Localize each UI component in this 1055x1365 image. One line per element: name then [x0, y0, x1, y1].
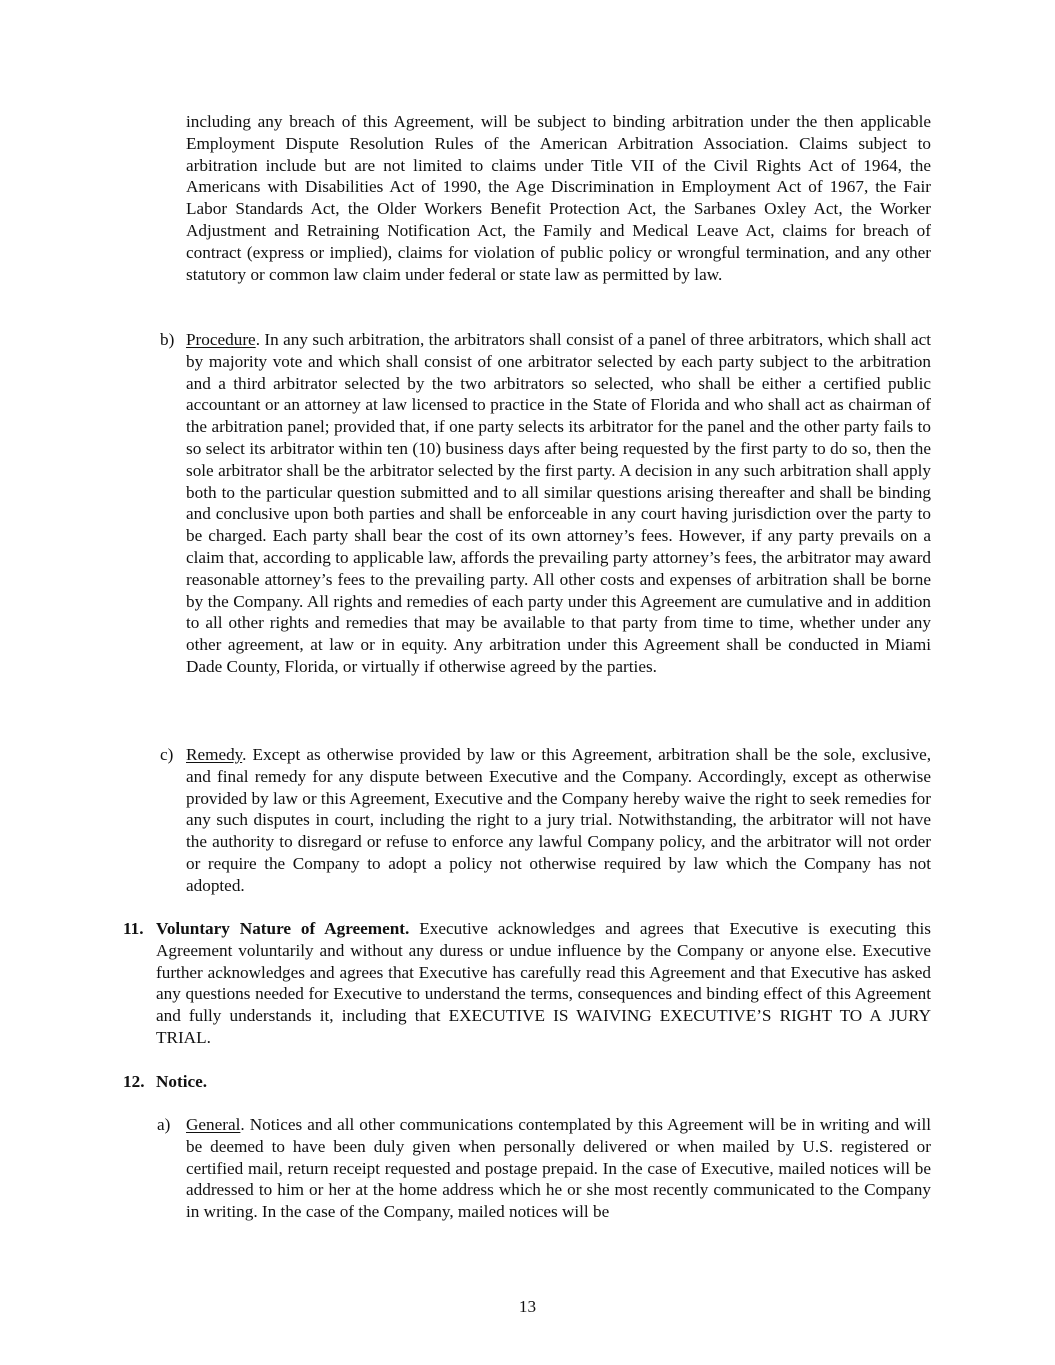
- remedy-paragraph: [186, 744, 931, 897]
- section-11-heading: Voluntary Nature of Agreement.: [156, 919, 410, 938]
- remedy-marker: c): [160, 745, 174, 764]
- section-12-heading: Notice.: [156, 1072, 208, 1091]
- general-paragraph: [186, 1114, 931, 1223]
- section-11-paragraph: [156, 918, 931, 1049]
- arbitration-scope-text: including any breach of this Agreement, will be subject to binding arbitration under the then applicable Employment Dispute Resolution Rules of the American Arbitration Association. Claims subject to arbitration include but are not limited to claims under Title VII of the Civil Rights Act of 1964, the Americans with Disabilities Act of 1990, the Age Discrimination in Employment Act of 1967, the Fair Labor Standards Act, the Older Workers Benefit Protection Act, the Sarbanes Oxley Act, the Worker Adjustment and Retraining Notification Act, the Family and Medical Leave Act, claims for breach of contract (express or implied), claims for violation of public policy or wrongful termination, and any other statutory or common law claim under federal or state law as permitted by law.: [186, 112, 931, 284]
- procedure-heading: Procedure: [186, 330, 256, 349]
- procedure-paragraph: [186, 329, 931, 678]
- page-number: 13: [518, 1297, 537, 1316]
- procedure-body: . In any such arbitration, the arbitrators shall consist of a panel of three arbitrators, which shall act by majority vote and which shall consist of one arbitrator selected by each party subject to the arbitration and a third arbitrator selected by the two arbitrators so selected, who shall be either a certified public accountant or an attorney at law licensed to practice in the State of Florida and who shall act as chairman of the arbitration panel; provided that, if one party selects its arbitrator for the panel and the other party fails to so select its arbitrator within ten (10) business days after being requested by the first party to do so, then the sole arbitrator shall be the arbitrator selected by the first party. A decision in any such arbitration shall apply both to the particular question submitted and to all similar questions arising thereafter and shall be binding and conclusive upon both parties and shall be enforceable in any court having jurisdiction over the party to be charged. Each party shall bear the cost of its own attorney’s fees. However, if any party prevails on a claim that, according to applicable law, affords the prevailing party attorney’s fees, the arbitrator may award reasonable attorney’s fees to the prevailing party. All other costs and expenses of arbitration shall be borne by the Company. All rights and remedies of each party under this Agreement are cumulative and in addition to all other rights and remedies that may be available to that party from time to time, whether under any other agreement, at law or in equity. Any arbitration under this Agreement shall be conducted in Miami Dade County, Florida, or virtually if otherwise agreed by the parties.: [186, 330, 931, 676]
- remedy-text: [186, 744, 931, 897]
- general-marker: a): [157, 1115, 171, 1134]
- procedure-marker: b): [160, 330, 175, 349]
- section-11-number: 11.: [123, 919, 144, 938]
- general-text: [186, 1114, 931, 1223]
- procedure-text: [186, 329, 931, 678]
- section-12-number: 12.: [123, 1072, 145, 1091]
- section-11-text: [156, 918, 931, 1049]
- general-body: . Notices and all other communications contemplated by this Agreement will be in writing and will be deemed to have been duly given when personally delivered or when mailed by U.S. registered or certified mail, return receipt requested and postage prepaid. In the case of Executive, mailed notices will be addressed to him or her at the home address which he or she most recently communicated to the Company in writing. In the case of the Company, mailed notices will be: [186, 1115, 931, 1222]
- general-heading: General: [186, 1115, 241, 1134]
- section-11-body: Executive acknowledges and agrees that Executive is executing this Agreement voluntarily and without any duress or undue influence by the Company or anyone else. Executive further acknowledges and agrees that Executive has carefully read this Agreement and that Executive has asked any questions needed for Executive to understand the terms, consequences and binding effect of this Agreement and fully understands it, including that EXECUTIVE IS WAIVING EXECUTIVE’S RIGHT TO A JURY TRIAL.: [156, 919, 931, 1047]
- arbitration-scope-paragraph: [186, 111, 931, 285]
- remedy-body: . Except as otherwise provided by law or this Agreement, arbitration shall be the sole, exclusive, and final remedy for any dispute between Executive and the Company. Accordingly, except as otherwise provided by law or this Agreement, Executive and the Company hereby waive the right to seek remedies for any such disputes in court, including the right to a jury trial. Notwithstanding, the arbitrator will not have the authority to disregard or refuse to enforce any lawful Company policy, and the arbitrator will not order or require the Company to adopt a policy not otherwise required by law which the Company has not adopted.: [186, 745, 931, 895]
- remedy-heading: Remedy: [186, 745, 243, 764]
